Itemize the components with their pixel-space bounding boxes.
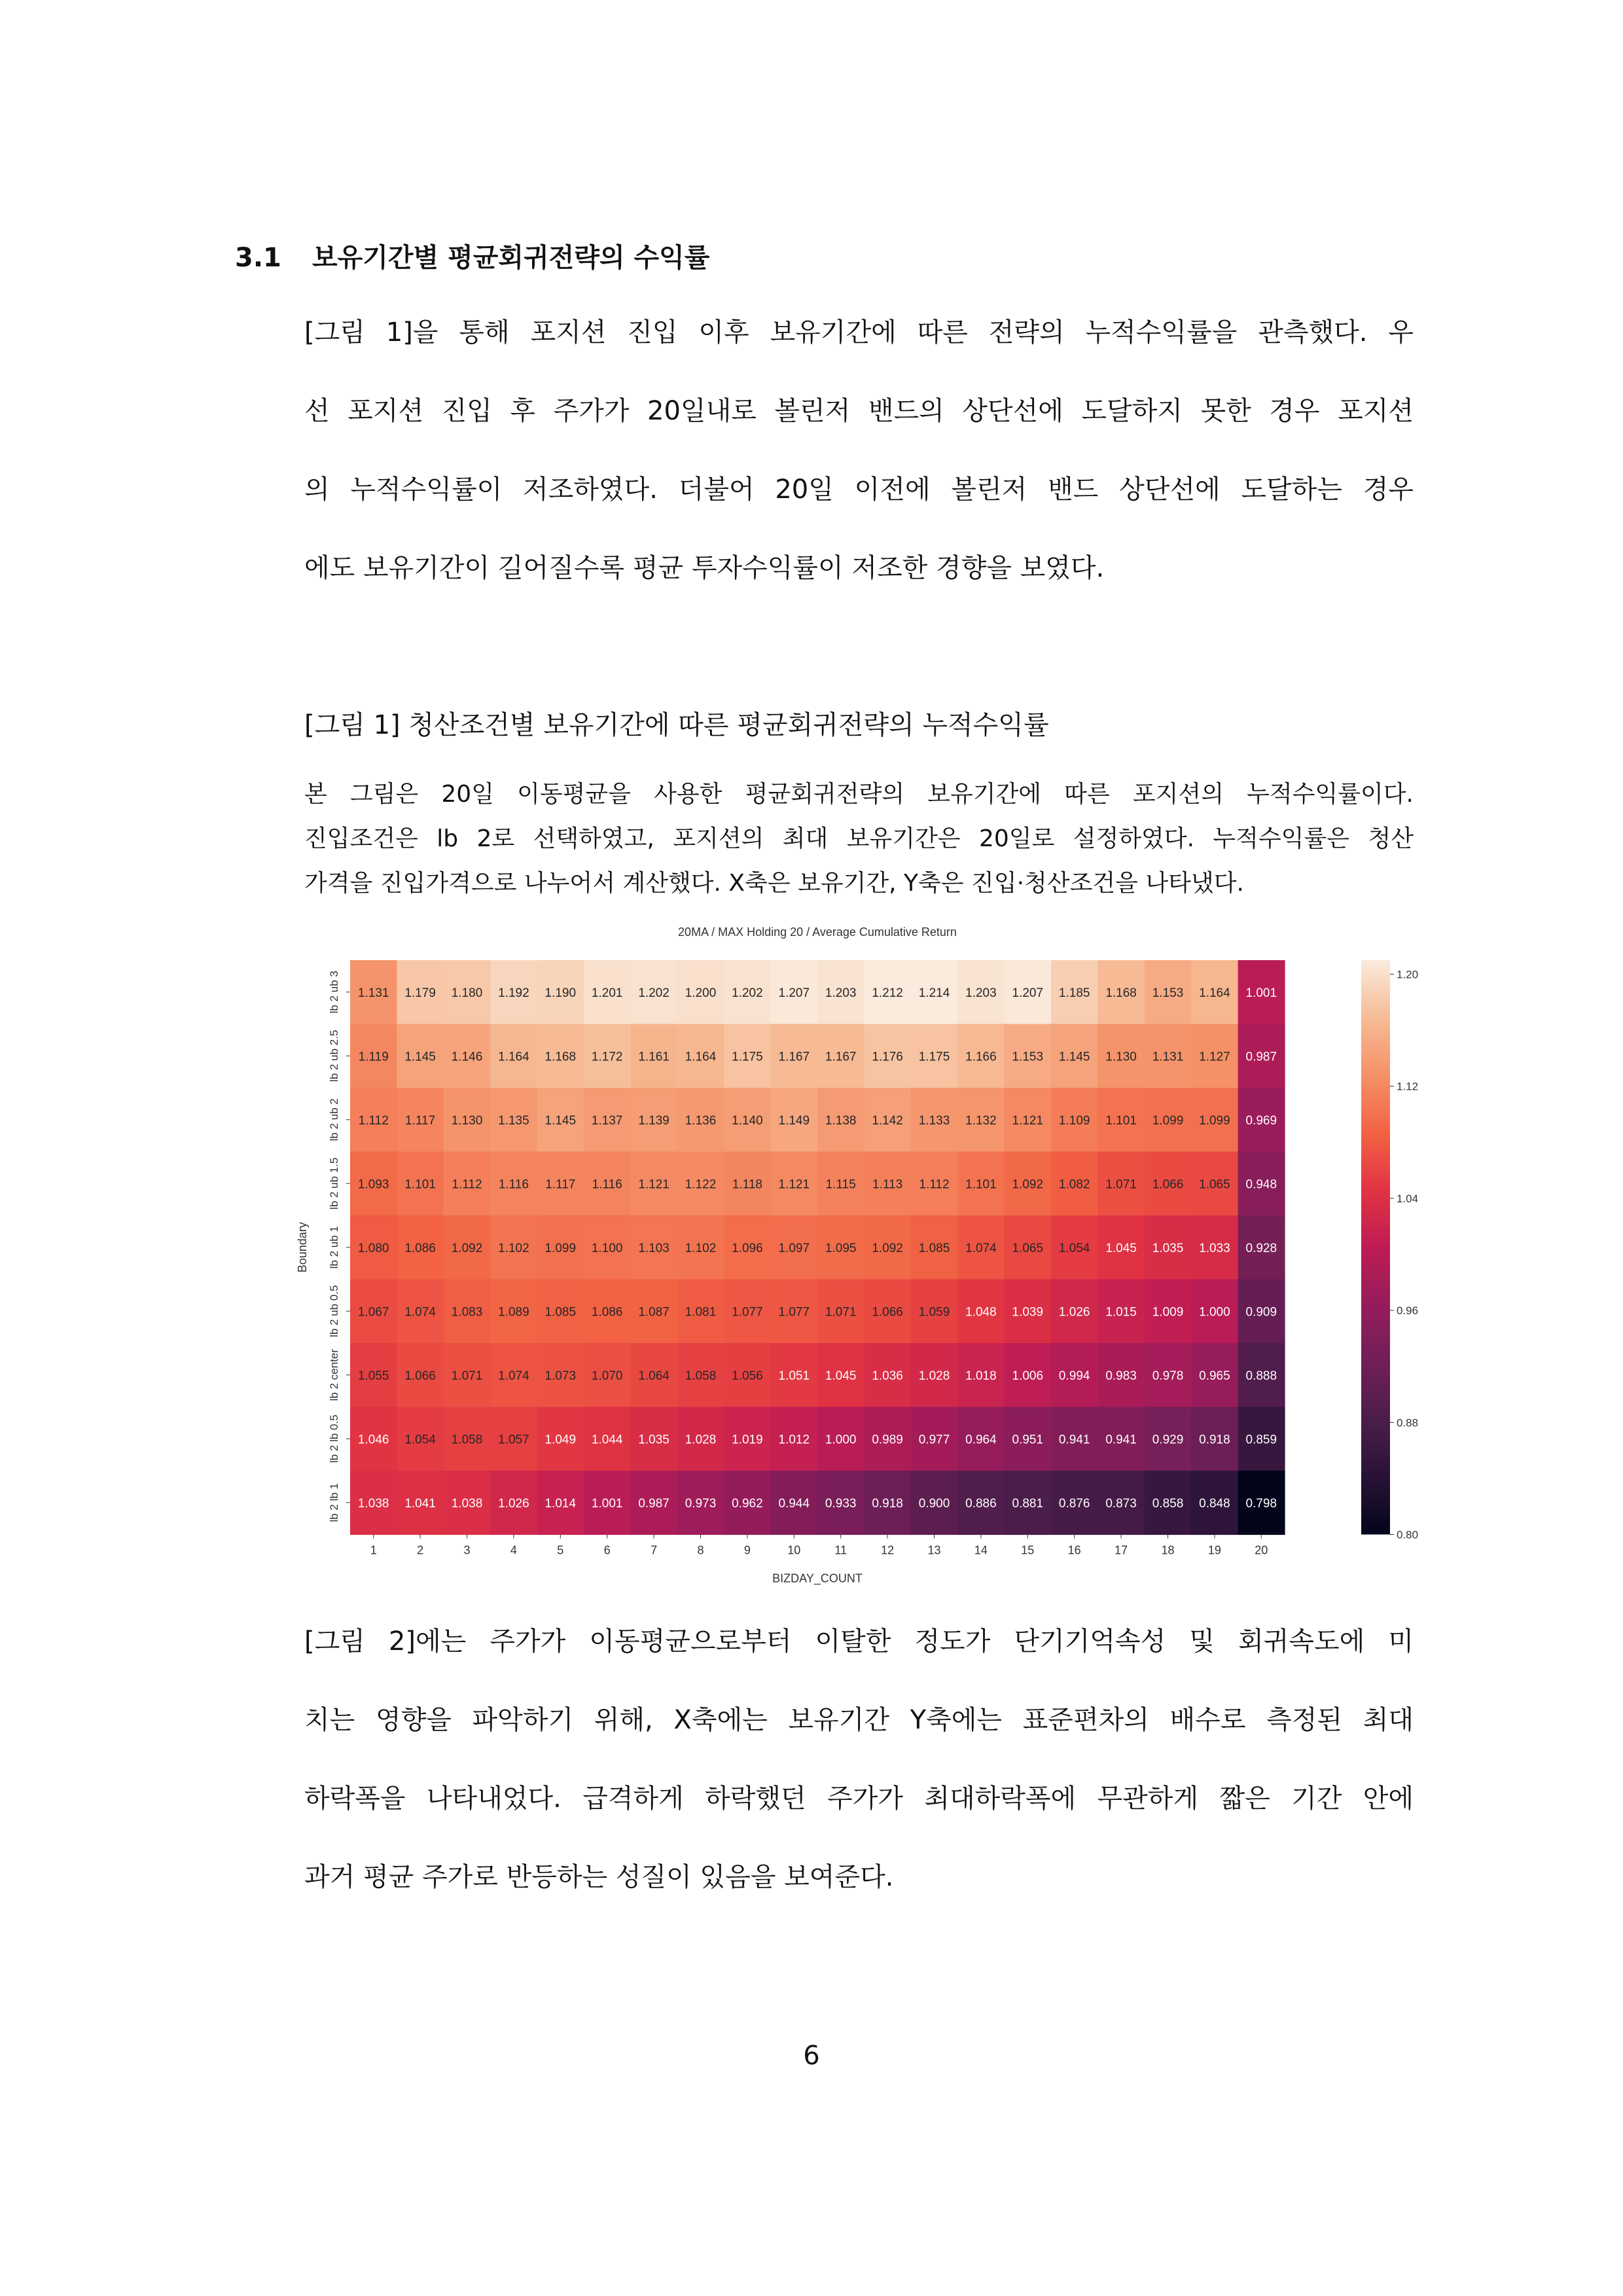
figure-caption: [그림 1] 청산조건별 보유기간에 따른 평균회귀전략의 누적수익률 (304, 710, 1049, 740)
description-line: 본 그림은 20일 이동평균을 사용한 평균회귀전략의 보유기간에 따른 포지션의 누적수익률이다. (304, 781, 1414, 808)
description-line: 진입조건은 lb 2로 선택하였고, 포지션의 최대 보유기간은 20일로 설정하였다. 누적수익률은 청산 (304, 825, 1414, 852)
cell-value-label: 1.097 (778, 1241, 810, 1255)
cell-value-label: 1.202 (732, 986, 763, 1000)
cell-value-label: 1.135 (498, 1113, 529, 1128)
cell-value-label: 0.881 (1012, 1496, 1044, 1511)
x-tick-label: 7 (651, 1543, 658, 1557)
cell-value-label: 1.033 (1199, 1241, 1230, 1255)
cell-value-label: 1.140 (732, 1113, 763, 1128)
cell-value-label: 1.214 (918, 986, 950, 1000)
cell-value-label: 1.164 (1199, 986, 1230, 1000)
cell-value-label: 1.180 (451, 986, 483, 1000)
cell-value-label: 1.028 (685, 1433, 717, 1447)
y-tick-label: lb 2 ub 1 (328, 1226, 340, 1269)
cell-value-label: 1.019 (732, 1433, 763, 1447)
cell-value-label: 0.859 (1245, 1433, 1277, 1447)
paragraph-line: 선 포지션 진입 후 주가가 20일내로 볼린저 밴드의 상단선에 도달하지 못한 경우 포지션 (304, 396, 1414, 426)
cell-value-label: 1.185 (1058, 986, 1090, 1000)
y-tick-label: lb 2 ub 3 (328, 971, 340, 1014)
cell-value-label: 1.101 (1105, 1113, 1137, 1128)
cell-value-label: 1.172 (591, 1050, 623, 1064)
cell-value-label: 1.179 (404, 986, 436, 1000)
paragraph-line: 의 누적수익률이 저조하였다. 더불어 20일 이전에 볼린저 밴드 상단선에 도달하는 경우 (304, 475, 1414, 505)
cell-value-label: 1.001 (591, 1496, 623, 1511)
cell-value-label: 1.085 (918, 1241, 950, 1255)
cell-value-label: 1.131 (1152, 1050, 1184, 1064)
cell-value-label: 1.092 (451, 1241, 483, 1255)
page-number: 6 (803, 2041, 820, 2071)
cell-value-label: 1.133 (918, 1113, 950, 1128)
cell-value-label: 1.102 (498, 1241, 529, 1255)
cell-value-label: 0.900 (918, 1496, 950, 1511)
y-tick-label: lb 2 lb 0.5 (328, 1414, 340, 1463)
cell-value-label: 0.962 (732, 1496, 763, 1511)
cell-value-label: 1.038 (357, 1496, 389, 1511)
cell-value-label: 1.121 (638, 1177, 669, 1192)
cell-value-label: 1.121 (1012, 1113, 1044, 1128)
x-tick-label: 10 (787, 1543, 801, 1557)
cell-value-label: 1.202 (638, 986, 669, 1000)
cell-value-label: 1.048 (965, 1305, 997, 1319)
cell-value-label: 1.192 (498, 986, 529, 1000)
cell-value-label: 1.058 (685, 1369, 717, 1383)
cell-value-label: 1.018 (965, 1369, 997, 1383)
y-tick-label: lb 2 ub 1.5 (328, 1157, 340, 1210)
cell-value-label: 1.065 (1199, 1177, 1230, 1192)
cell-value-label: 1.057 (498, 1433, 529, 1447)
y-tick-label: lb 2 lb 1 (328, 1482, 340, 1522)
cell-value-label: 1.012 (778, 1433, 810, 1447)
x-tick-label: 5 (557, 1543, 564, 1557)
colorbar-tick-label: 1.20 (1397, 968, 1419, 981)
paragraph-line: 하락폭을 나타내었다. 급격하게 하락했던 주가가 최대하락폭에 무관하게 짧은 기간 안에 (304, 1784, 1414, 1814)
section-heading (235, 237, 709, 274)
cell-value-label: 0.873 (1105, 1496, 1137, 1511)
cell-value-label: 0.798 (1245, 1496, 1277, 1511)
cell-value-label: 1.086 (404, 1241, 436, 1255)
cell-value-label: 1.059 (918, 1305, 950, 1319)
colorbar (1361, 960, 1390, 1535)
cell-value-label: 1.153 (1152, 986, 1184, 1000)
cell-value-label: 0.977 (918, 1433, 950, 1447)
cell-value-label: 1.082 (1058, 1177, 1090, 1192)
cell-value-label: 1.103 (638, 1241, 669, 1255)
cell-value-label: 1.112 (452, 1177, 482, 1192)
cell-value-label: 1.001 (1245, 986, 1277, 1000)
cell-value-label: 1.112 (919, 1177, 950, 1192)
x-tick-label: 20 (1255, 1543, 1268, 1557)
x-tick-label: 13 (927, 1543, 941, 1557)
paragraph-line: [그림 2]에는 주가가 이동평균으로부터 이탈한 정도가 단기기억속성 및 회귀속도에 미 (304, 1626, 1414, 1657)
cell-value-label: 1.117 (545, 1177, 576, 1192)
cell-value-label: 1.115 (825, 1177, 856, 1192)
cell-value-label: 1.045 (825, 1369, 857, 1383)
cell-value-label: 1.074 (965, 1241, 997, 1255)
cell-value-label: 0.918 (1199, 1433, 1230, 1447)
cell-value-label: 1.035 (1152, 1241, 1184, 1255)
colorbar-tick-label: 1.12 (1397, 1080, 1419, 1093)
cell-value-label: 1.116 (498, 1177, 529, 1192)
cell-value-label: 1.112 (358, 1113, 389, 1128)
cell-value-label: 1.006 (1012, 1369, 1044, 1383)
cell-value-label: 1.077 (778, 1305, 810, 1319)
cell-value-label: 1.073 (544, 1369, 577, 1383)
y-axis-label: Boundary (296, 1222, 309, 1273)
cell-value-label: 0.944 (778, 1496, 810, 1511)
cell-value-label: 1.102 (685, 1241, 717, 1255)
cell-value-label: 1.099 (544, 1241, 577, 1255)
x-tick-label: 19 (1207, 1543, 1221, 1557)
cell-value-label: 1.113 (872, 1177, 903, 1192)
cell-value-label: 1.071 (1105, 1177, 1137, 1192)
chart-title: 20MA / MAX Holding 20 / Average Cumulative Return (678, 925, 957, 939)
cell-value-label: 1.168 (1105, 986, 1137, 1000)
cell-value-label: 0.858 (1152, 1496, 1184, 1511)
cell-value-label: 1.164 (498, 1050, 529, 1064)
cell-value-label: 1.175 (918, 1050, 950, 1064)
cell-value-label: 1.054 (404, 1433, 436, 1447)
cell-value-label: 1.137 (591, 1113, 623, 1128)
colorbar-tick-label: 0.96 (1397, 1304, 1419, 1318)
cell-value-label: 0.964 (965, 1433, 997, 1447)
cell-value-label: 0.969 (1245, 1113, 1277, 1128)
cell-value-label: 1.070 (591, 1369, 623, 1383)
paragraph-1 (304, 313, 1414, 627)
cell-value-label: 1.200 (685, 986, 717, 1000)
cell-value-label: 1.099 (1199, 1113, 1230, 1128)
cell-value-label: 0.965 (1199, 1369, 1230, 1383)
x-tick-label: 6 (603, 1543, 611, 1557)
cell-value-label: 1.086 (591, 1305, 623, 1319)
cell-value-label: 1.164 (685, 1050, 717, 1064)
cell-value-label: 1.166 (965, 1050, 997, 1064)
cell-value-label: 1.100 (591, 1241, 623, 1255)
cell-value-label: 1.212 (872, 986, 903, 1000)
x-tick-label: 17 (1115, 1543, 1128, 1557)
cell-value-label: 1.038 (451, 1496, 483, 1511)
cell-value-label: 1.026 (498, 1496, 529, 1511)
cell-value-label: 1.054 (1058, 1241, 1090, 1255)
paragraph-line: [그림 1]을 통해 포지션 진입 이후 보유기간에 따른 전략의 누적수익률을 관측했다. 우 (304, 317, 1414, 348)
cell-value-label: 1.161 (638, 1050, 669, 1064)
cell-value-label: 1.207 (1012, 986, 1044, 1000)
cell-value-label: 1.139 (638, 1113, 669, 1128)
cell-value-label: 1.085 (544, 1305, 577, 1319)
cell-value-label: 1.055 (357, 1369, 389, 1383)
cell-value-label: 1.175 (732, 1050, 763, 1064)
cell-value-label: 1.051 (778, 1369, 810, 1383)
cell-value-label: 1.146 (451, 1050, 483, 1064)
cell-value-label: 1.056 (732, 1369, 763, 1383)
cell-value-label: 1.095 (825, 1241, 857, 1255)
cell-value-label: 1.046 (357, 1433, 389, 1447)
cell-value-label: 0.933 (825, 1496, 857, 1511)
colorbar-tick-label: 0.80 (1397, 1528, 1419, 1541)
cell-value-label: 1.149 (778, 1113, 810, 1128)
cell-value-label: 1.066 (1152, 1177, 1184, 1192)
cell-value-label: 0.929 (1152, 1433, 1184, 1447)
colorbar-tick-label: 1.04 (1397, 1192, 1419, 1205)
cell-value-label: 1.121 (778, 1177, 810, 1192)
x-tick-label: 14 (974, 1543, 988, 1557)
x-tick-label: 4 (510, 1543, 517, 1557)
cell-value-label: 1.167 (778, 1050, 810, 1064)
description-line: 가격을 진입가격으로 나누어서 계산했다. X축은 보유기간, Y축은 진입·청산조건을 나타냈다. (304, 870, 1244, 897)
cell-value-label: 1.074 (404, 1305, 436, 1319)
figure-description (304, 775, 1414, 908)
x-tick-label: 12 (881, 1543, 895, 1557)
cell-value-label: 0.973 (685, 1496, 717, 1511)
cell-value-label: 0.918 (872, 1496, 903, 1511)
cell-value-label: 1.026 (1058, 1305, 1090, 1319)
cell-value-label: 0.948 (1245, 1177, 1277, 1192)
cell-value-label: 1.201 (591, 986, 623, 1000)
cell-value-label: 0.886 (965, 1496, 997, 1511)
cell-value-label: 0.978 (1152, 1369, 1184, 1383)
cell-value-label: 1.203 (965, 986, 997, 1000)
cell-value-label: 0.987 (1245, 1050, 1277, 1064)
cell-value-label: 1.130 (1105, 1050, 1137, 1064)
cell-value-label: 1.083 (451, 1305, 483, 1319)
cell-value-label: 1.049 (544, 1433, 577, 1447)
cell-value-label: 0.994 (1058, 1369, 1090, 1383)
cell-value-label: 1.071 (825, 1305, 857, 1319)
cell-value-label: 1.028 (918, 1369, 950, 1383)
cell-value-label: 0.909 (1245, 1305, 1277, 1319)
cell-value-label: 1.096 (732, 1241, 763, 1255)
cell-value-label: 1.092 (872, 1241, 903, 1255)
cell-value-label: 1.087 (638, 1305, 669, 1319)
section-number: 3.1 (235, 243, 281, 273)
cell-value-label: 1.035 (638, 1433, 669, 1447)
cell-value-label: 0.989 (872, 1433, 903, 1447)
cell-value-label: 1.045 (1105, 1241, 1137, 1255)
cell-value-label: 1.190 (544, 986, 577, 1000)
x-axis-label: BIZDAY_COUNT (772, 1571, 863, 1585)
cell-value-label: 0.848 (1199, 1496, 1230, 1511)
cell-value-label: 1.089 (498, 1305, 529, 1319)
paragraph-2 (304, 1622, 1414, 1936)
colorbar-tick-label: 0.88 (1397, 1416, 1419, 1429)
cell-value-label: 1.077 (732, 1305, 763, 1319)
cell-value-label: 1.067 (357, 1305, 389, 1319)
cell-value-label: 1.122 (685, 1177, 717, 1192)
cell-value-label: 0.983 (1105, 1369, 1137, 1383)
cell-value-label: 1.145 (404, 1050, 436, 1064)
cell-value-label: 1.127 (1199, 1050, 1230, 1064)
cell-value-label: 1.065 (1012, 1241, 1044, 1255)
y-tick-label: lb 2 center (328, 1349, 340, 1401)
cell-value-label: 0.987 (638, 1496, 669, 1511)
cell-value-label: 1.066 (404, 1369, 436, 1383)
cell-value-label: 1.136 (685, 1113, 717, 1128)
paragraph-line: 과거 평균 주가로 반등하는 성질이 있음을 보여준다. (304, 1862, 894, 1892)
cell-value-label: 1.176 (872, 1050, 903, 1064)
x-tick-label: 3 (463, 1543, 471, 1557)
x-tick-label: 15 (1021, 1543, 1035, 1557)
paragraph-line: 에도 보유기간이 길어질수록 평균 투자수익률이 저조한 경향을 보였다. (304, 553, 1105, 583)
cell-value-label: 1.117 (405, 1113, 436, 1128)
cell-value-label: 1.099 (1152, 1113, 1184, 1128)
cell-value-label: 1.130 (451, 1113, 483, 1128)
cell-value-label: 1.080 (357, 1241, 389, 1255)
cell-value-label: 1.109 (1058, 1113, 1090, 1128)
cell-value-label: 1.009 (1152, 1305, 1184, 1319)
cell-value-label: 1.044 (591, 1433, 623, 1447)
y-tick-label: lb 2 ub 2.5 (328, 1030, 340, 1082)
cell-value-label: 1.000 (1199, 1305, 1230, 1319)
x-tick-label: 16 (1067, 1543, 1081, 1557)
x-tick-label: 8 (697, 1543, 704, 1557)
cell-value-label: 1.071 (451, 1369, 483, 1383)
cell-value-label: 1.014 (544, 1496, 577, 1511)
cell-value-label: 1.138 (825, 1113, 857, 1128)
cell-value-label: 1.074 (498, 1369, 529, 1383)
cell-value-label: 0.951 (1012, 1433, 1044, 1447)
cell-value-label: 1.092 (1012, 1177, 1044, 1192)
cell-value-label: 1.153 (1012, 1050, 1044, 1064)
x-tick-label: 18 (1161, 1543, 1175, 1557)
cell-value-label: 0.941 (1058, 1433, 1090, 1447)
cell-value-label: 0.876 (1058, 1496, 1090, 1511)
cell-value-label: 1.168 (544, 1050, 577, 1064)
cell-value-label: 1.131 (357, 986, 389, 1000)
x-tick-label: 1 (370, 1543, 377, 1557)
cell-value-label: 1.132 (965, 1113, 997, 1128)
heatmap-figure (288, 913, 1453, 1597)
cell-value-label: 1.207 (778, 986, 810, 1000)
y-tick-label: lb 2 ub 2 (328, 1098, 340, 1141)
paragraph-line: 치는 영향을 파악하기 위해, X축에는 보유기간 Y축에는 표준편차의 배수로 측정된 최대 (304, 1705, 1414, 1735)
cell-value-label: 1.167 (825, 1050, 857, 1064)
x-tick-label: 9 (743, 1543, 751, 1557)
y-tick-label: lb 2 ub 0.5 (328, 1285, 340, 1337)
cell-value-label: 1.142 (872, 1113, 903, 1128)
cell-value-label: 1.118 (732, 1177, 762, 1192)
cell-value-label: 0.928 (1245, 1241, 1277, 1255)
section-title: 보유기간별 평균회귀전략의 수익률 (312, 243, 710, 273)
cell-value-label: 1.145 (544, 1113, 577, 1128)
cell-value-label: 1.203 (825, 986, 857, 1000)
cell-value-label: 1.039 (1012, 1305, 1044, 1319)
cell-value-label: 1.101 (965, 1177, 997, 1192)
x-tick-label: 2 (417, 1543, 424, 1557)
cell-value-label: 1.119 (358, 1050, 389, 1064)
cell-value-label: 1.116 (592, 1177, 622, 1192)
cell-value-label: 1.066 (872, 1305, 903, 1319)
cell-value-label: 1.041 (404, 1496, 436, 1511)
cell-value-label: 1.064 (638, 1369, 669, 1383)
cell-value-label: 0.888 (1245, 1369, 1277, 1383)
cell-value-label: 1.015 (1105, 1305, 1137, 1319)
cell-value-label: 1.036 (872, 1369, 903, 1383)
cell-value-label: 1.000 (825, 1433, 857, 1447)
cell-value-label: 1.101 (404, 1177, 436, 1192)
cell-value-label: 1.145 (1058, 1050, 1090, 1064)
cell-value-label: 0.941 (1105, 1433, 1137, 1447)
cell-value-label: 1.093 (357, 1177, 389, 1192)
cell-value-label: 1.058 (451, 1433, 483, 1447)
x-tick-label: 11 (834, 1543, 847, 1557)
cell-value-label: 1.081 (685, 1305, 717, 1319)
